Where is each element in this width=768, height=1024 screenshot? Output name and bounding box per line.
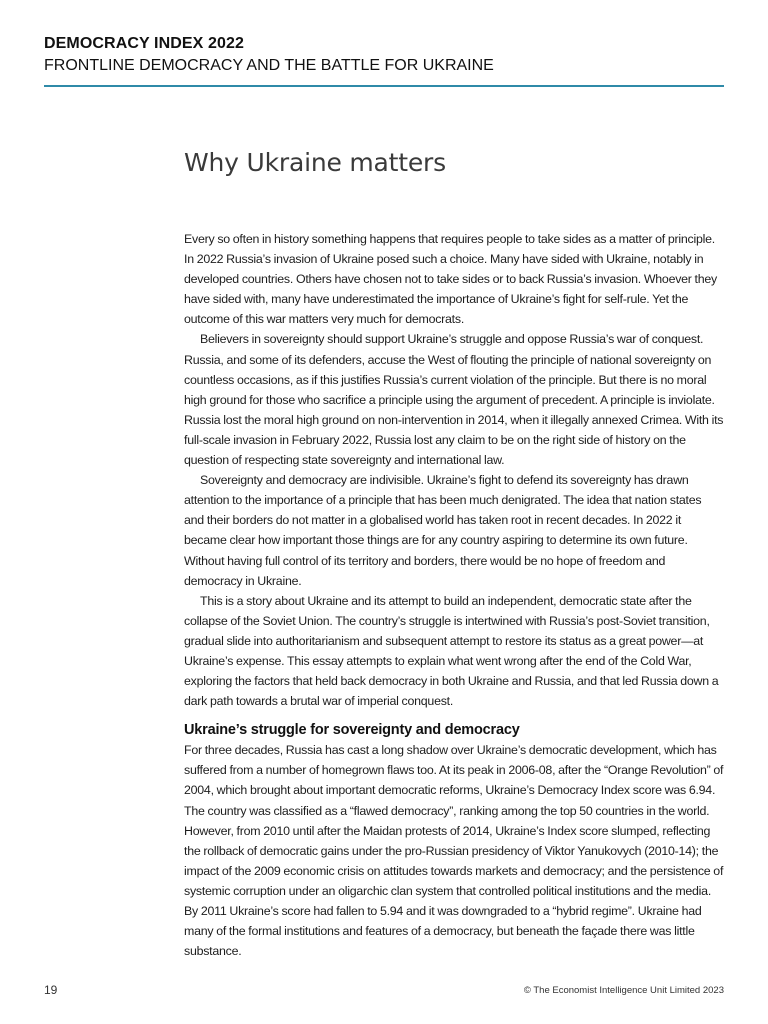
paragraph: Sovereignty and democracy are indivisible. Ukraine’s fight to defend its sovereignty has drawn attention to the importance of a principle that has been much denigrated. The idea that nation states and their borders do not matter in a globalised world has taken root in recent decades. In 2022 it became clear how important those things are for any country aspiring to determine its own future. Without having full control of its territory and borders, there would be no hope of freedom and democracy in Ukraine. (184, 473, 702, 588)
running-header (44, 34, 724, 76)
header-divider (44, 85, 724, 87)
report-title: DEMOCRACY INDEX 2022 (44, 35, 244, 52)
intro-text (184, 229, 724, 711)
paragraph: Believers in sovereignty should support Ukraine’s struggle and oppose Russia’s war of conquest. Russia, and some of its defenders, accuse the West of flouting the principle of national sovereignty on countless occasions, as if this justifies Russia’s current violation of the principle. But there is no moral high ground for those who sacrifice a principle using the argument of precedent. A principle is inviolate. Russia lost the moral high ground on non-intervention in 2014, when it illegally annexed Crimea. With its full-scale invasion in February 2022, Russia lost any claim to be on the right side of history on the question of respecting state sovereignty and international law. (184, 332, 724, 468)
article-body (184, 146, 724, 961)
copyright-notice: © The Economist Intelligence Unit Limited 2023 (523, 985, 724, 996)
report-subtitle: FRONTLINE DEMOCRACY AND THE BATTLE FOR UKRAINE (44, 57, 494, 74)
paragraph: Every so often in history something happens that requires people to take sides as a matter of principle. In 2022 Russia’s invasion of Ukraine posed such a choice. Many have sided with Ukraine, notably in developed countries. Others have chosen not to take sides or to back Russia’s invasion. Whoever they have sided with, many have underestimated the importance of Ukraine’s fight for self-rule. Yet the outcome of this war matters very much for democrats. (184, 232, 717, 327)
paragraph: For three decades, Russia has cast a long shadow over Ukraine’s democratic development, which has suffered from a number of homegrown flaws too. At its peak in 2006-08, after the “Orange Revolution” of 2004, which brought about important democratic reforms, Ukraine’s Democracy Index score was 6.94. The country was classified as a “flawed democracy”, ranking among the top 50 countries in the world. However, from 2010 until after the Maidan protests of 2014, Ukraine’s Index score slumped, reflecting the rollback of democratic gains under the pro-Russian presidency of Viktor Yanukovych (2010-14); the impact of the 2009 economic crisis on attitudes towards markets and democracy; and the persistence of systemic corruption under an oligarchic clan system that controlled political institutions and the media. By 2011 Ukraine’s score had fallen to 5.94 and it was downgraded to a “hybrid regime”. Ukraine had many of the formal institutions and features of a democracy, but beneath the façade there was little substance. (184, 743, 724, 959)
section-heading: Ukraine’s struggle for sovereignty and democracy (184, 722, 520, 739)
page-title: Why Ukraine matters (184, 148, 446, 177)
page-number: 19 (44, 983, 58, 997)
paragraph: This is a story about Ukraine and its attempt to build an independent, democratic state after the collapse of the Soviet Union. The country’s struggle is intertwined with Russia’s post-Soviet transition, gradual slide into authoritarianism and subsequent attempt to restore its status as a great power—at Ukraine’s expense. This essay attempts to explain what went wrong after the end of the Cold War, exploring the factors that held back democracy in both Ukraine and Russia, and that led Russia down a dark path towards a brutal war of imperial conquest. (184, 593, 719, 709)
section-text (184, 740, 724, 961)
